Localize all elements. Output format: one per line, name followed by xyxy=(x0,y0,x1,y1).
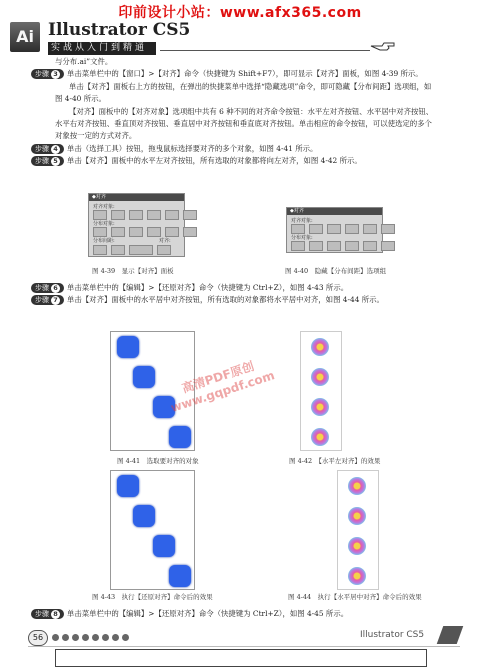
step-badge: 步骤 4 xyxy=(31,144,64,154)
main-content xyxy=(35,56,435,168)
align-hcenter-button[interactable] xyxy=(111,210,125,220)
step-badge: 步骤 8 xyxy=(31,609,64,619)
distribute-button[interactable] xyxy=(93,227,107,237)
flower-object xyxy=(348,567,366,585)
step-badge: 步骤 6 xyxy=(31,283,64,293)
distribute-button[interactable] xyxy=(309,241,323,251)
align-left-button[interactable] xyxy=(93,210,107,220)
flower-object xyxy=(311,428,329,446)
paragraph: 与分布.ai”文件。 xyxy=(55,57,113,66)
align-top-button[interactable] xyxy=(147,210,161,220)
paragraph: 单击【对齐】面板右上方的按钮，在弹出的快捷菜单中选择“隐藏选项”命令，即可隐藏【分布间距】选项组，如图 4-40 所示。 xyxy=(55,81,432,104)
flower-object xyxy=(348,537,366,555)
main-content-3 xyxy=(35,608,435,620)
distribute-buttons-row xyxy=(93,227,197,236)
footer-dots xyxy=(52,634,129,641)
caption-fig-4-44: 图 4-44 执行【水平居中对齐】命令后的效果 xyxy=(288,593,422,601)
page-header xyxy=(10,22,470,56)
distribute-buttons-row xyxy=(291,241,395,250)
figure-4-42 xyxy=(300,331,342,451)
distribute-objects-label: 分布对象: xyxy=(93,221,115,227)
selected-object xyxy=(117,336,139,358)
watermark: 高清PDF原创 www.gqpdf.com xyxy=(168,359,277,415)
footer-rule xyxy=(28,646,460,647)
caption-fig-4-39: 图 4-39 显示【对齐】面板 xyxy=(92,267,174,275)
flower-object xyxy=(311,338,329,356)
distribute-button[interactable] xyxy=(183,227,197,237)
selected-object xyxy=(133,366,155,388)
object xyxy=(133,505,155,527)
align-objects-label: 对齐对象: xyxy=(291,218,313,224)
distribute-button[interactable] xyxy=(165,227,179,237)
caption-fig-4-43: 图 4-43 执行【还原对齐】命令后的效果 xyxy=(92,593,213,601)
spacing-button[interactable] xyxy=(111,245,125,255)
site-banner: 印前设计小站：www.afx365.com xyxy=(118,5,362,21)
align-right-button[interactable] xyxy=(129,210,143,220)
dot xyxy=(72,634,79,641)
distribute-objects-label: 分布对象: xyxy=(291,235,313,241)
align-bottom-button[interactable] xyxy=(183,210,197,220)
step-8: 步骤 8 单击菜单栏中的【编辑】>【还原对齐】命令（快捷键为 Ctrl+Z），如图 4-45 所示。 xyxy=(55,608,435,620)
footer-bar xyxy=(437,626,464,644)
dot xyxy=(52,634,59,641)
dot xyxy=(82,634,89,641)
distribute-button[interactable] xyxy=(111,227,125,237)
distribute-button[interactable] xyxy=(381,241,395,251)
step-4: 步骤 4 单击（选择工具）按钮，拖曳鼠标选择要对齐的多个对象，如图 4-41 所示。 xyxy=(55,143,435,155)
spacing-buttons-row xyxy=(93,245,171,254)
page-number: 56 xyxy=(28,630,48,646)
flower-object xyxy=(348,477,366,495)
align-panel-compact xyxy=(286,207,383,253)
align-to-label: 对齐: xyxy=(159,238,171,244)
step-badge: 步骤 3 xyxy=(31,69,64,79)
step-badge: 步骤 7 xyxy=(31,295,64,305)
align-bottom-button[interactable] xyxy=(381,224,395,234)
distribute-button[interactable] xyxy=(363,241,377,251)
bottom-box xyxy=(55,649,427,667)
dot xyxy=(102,634,109,641)
dot xyxy=(112,634,119,641)
step-7: 步骤 7 单击【对齐】面板中的水平居中对齐按钮，所有选取的对象都将水平居中对齐，如图 4-44 所示。 xyxy=(55,294,435,306)
align-vcenter-button[interactable] xyxy=(363,224,377,234)
spacing-input[interactable] xyxy=(129,245,153,255)
flower-object xyxy=(348,507,366,525)
step-6: 步骤 6 单击菜单栏中的【编辑】>【还原对齐】命令（快捷键为 Ctrl+Z），如图 4-43 所示。 xyxy=(55,282,435,294)
distribute-button[interactable] xyxy=(327,241,341,251)
align-vcenter-button[interactable] xyxy=(165,210,179,220)
object xyxy=(169,565,191,587)
spacing-button[interactable] xyxy=(93,245,107,255)
figure-4-43 xyxy=(110,470,195,590)
align-buttons-row xyxy=(93,210,197,219)
object xyxy=(117,475,139,497)
dot xyxy=(92,634,99,641)
distribute-spacing-label: 分布间距: xyxy=(93,238,115,244)
object xyxy=(153,535,175,557)
header-rule xyxy=(160,50,370,51)
align-left-button[interactable] xyxy=(291,224,305,234)
align-hcenter-button[interactable] xyxy=(309,224,323,234)
align-objects-label: 对齐对象: xyxy=(93,204,115,210)
step-badge: 步骤 5 xyxy=(31,156,64,166)
main-content-2 xyxy=(35,282,435,307)
align-right-button[interactable] xyxy=(327,224,341,234)
flower-object xyxy=(311,398,329,416)
align-panel-full xyxy=(88,193,185,257)
caption-fig-4-41: 图 4-41 选取要对齐的对象 xyxy=(117,457,199,465)
paragraph: 【对齐】面板中的【对齐对象】选项组中共有 6 种不同的对齐命令按钮：水平左对齐按钮、水平居中对齐按钮、水平右对齐按钮、垂直顶对齐按钮、垂直居中对齐按钮和垂直底对齐按钮。单击相应的命令按钮，可以使选定的多个对象按一定的方式对齐。 xyxy=(55,106,434,141)
align-top-button[interactable] xyxy=(345,224,359,234)
dot xyxy=(122,634,129,641)
dot xyxy=(62,634,69,641)
footer-book-title: Illustrator CS5 xyxy=(360,630,425,640)
book-subtitle: 实战从入门到精通 xyxy=(48,42,156,55)
figure-4-44 xyxy=(337,470,379,590)
align-to-button[interactable] xyxy=(157,245,171,255)
align-buttons-row xyxy=(291,224,395,233)
panel-title: ◆对齐 xyxy=(89,194,184,201)
distribute-button[interactable] xyxy=(147,227,161,237)
panel-title: ◆对齐 xyxy=(287,208,382,215)
distribute-button[interactable] xyxy=(291,241,305,251)
caption-fig-4-40: 图 4-40 隐藏【分布间距】选项组 xyxy=(285,267,387,275)
flower-object xyxy=(311,368,329,386)
caption-fig-4-42: 图 4-42 【水平左对齐】的效果 xyxy=(289,457,381,465)
step-3: 步骤 3 单击菜单栏中的【窗口】>【对齐】命令（快捷键为 Shift+F7），即可显示【对齐】面板，如图 4-39 所示。 xyxy=(55,68,435,80)
distribute-button[interactable] xyxy=(345,241,359,251)
distribute-button[interactable] xyxy=(129,227,143,237)
pointing-hand-icon xyxy=(370,38,396,54)
book-title: Illustrator CS5 xyxy=(48,20,191,40)
step-5: 步骤 5 单击【对齐】面板中的水平左对齐按钮，所有选取的对象都将向左对齐，如图 4-42 所示。 xyxy=(55,155,435,167)
ai-logo: Ai xyxy=(10,22,40,52)
selected-object xyxy=(169,426,191,448)
